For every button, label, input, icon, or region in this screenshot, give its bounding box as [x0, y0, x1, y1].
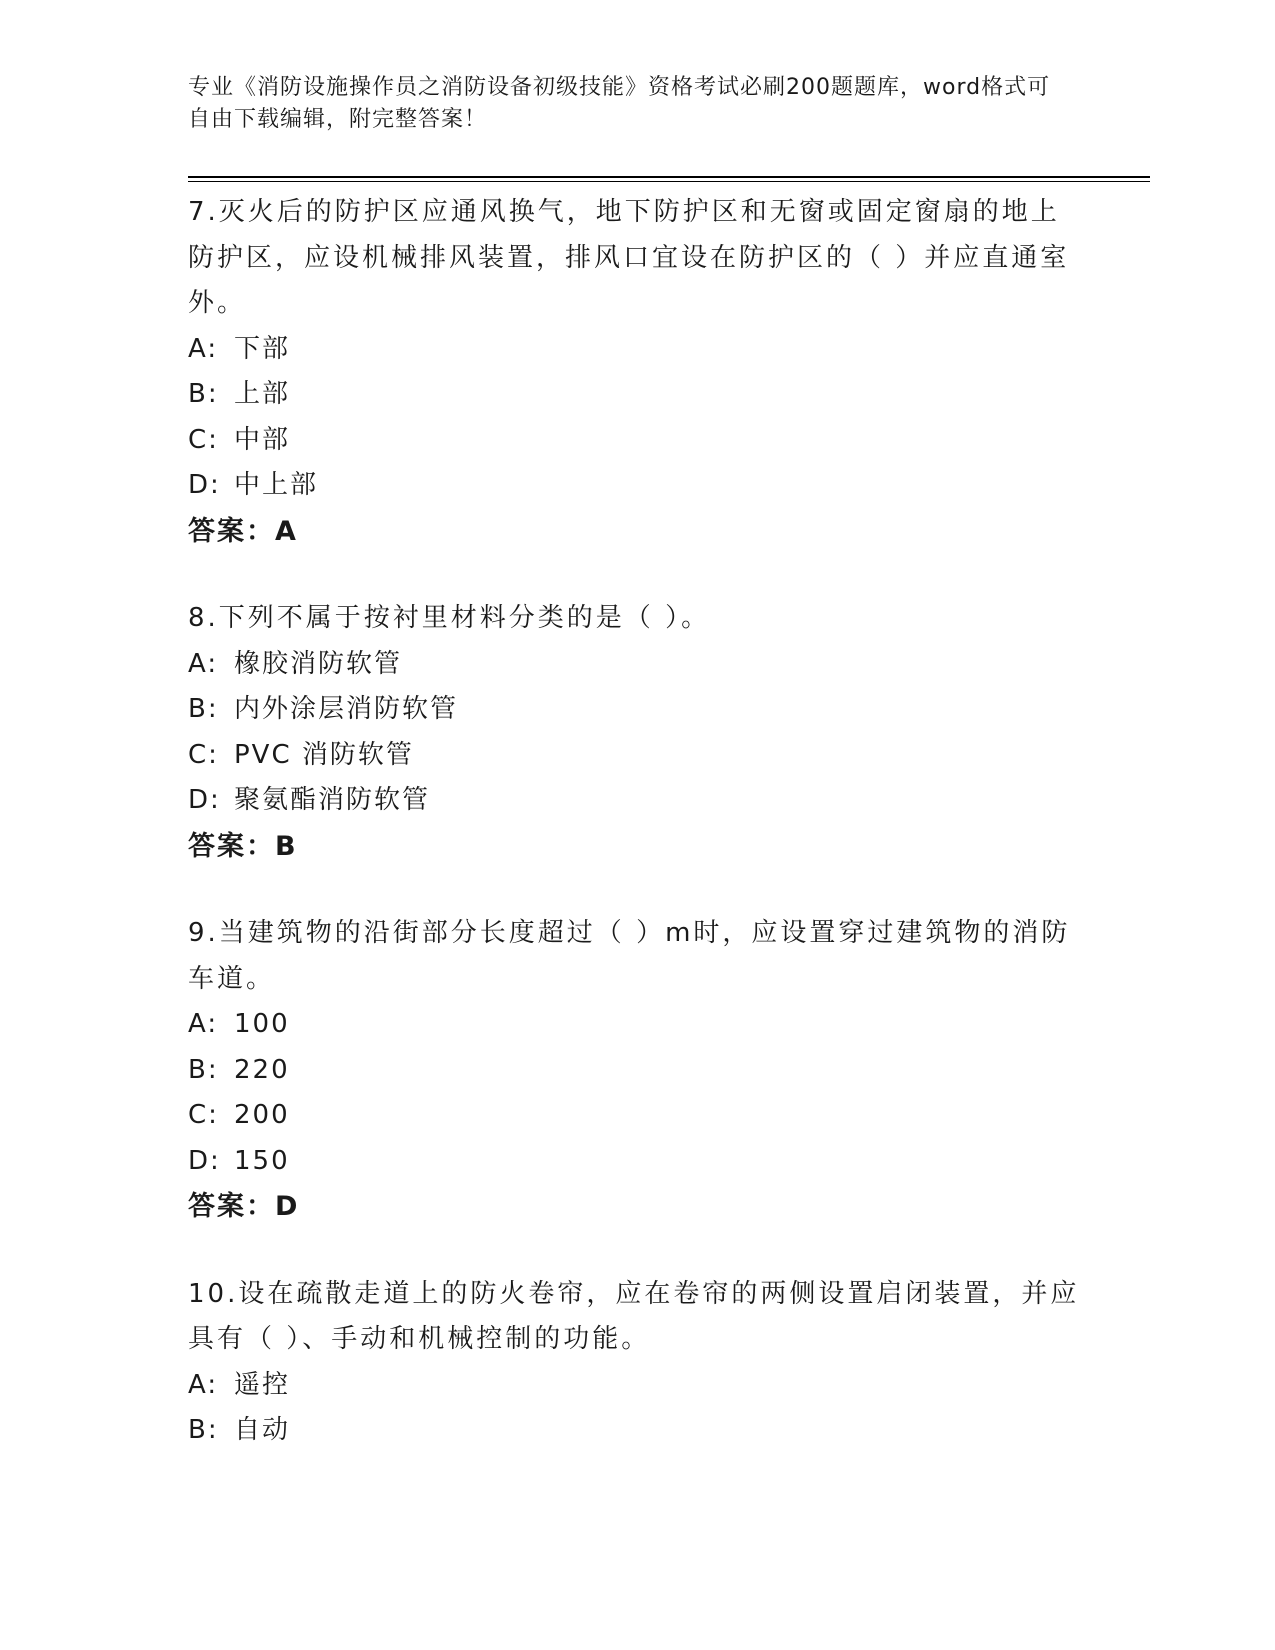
option-c: [188, 418, 1088, 464]
option-text: 遥控: [234, 1369, 291, 1400]
header-divider: [188, 176, 1150, 182]
option-a: [188, 642, 1088, 688]
option-key: B:: [188, 694, 219, 724]
option-text: 下部: [234, 333, 291, 364]
option-key: A:: [188, 648, 219, 679]
option-b: [188, 1048, 1088, 1094]
option-d: [188, 1139, 1088, 1185]
option-key: C:: [188, 424, 219, 455]
question-7: [188, 190, 1088, 554]
option-b: [188, 687, 1088, 733]
option-key: D:: [188, 1145, 221, 1176]
option-a: [188, 1363, 1088, 1409]
question-stem: 7.灭火后的防护区应通风换气，地下防护区和无窗或固定窗扇的地上防护区，应设机械排风装置，排风口宜设在防护区的（ ）并应直通室外。: [188, 197, 1070, 318]
option-c: [188, 733, 1088, 779]
question-list: [188, 190, 1088, 1496]
document-header: 专业《消防设施操作员之消防设备初级技能》资格考试必刷200题题库，word格式可自由下载编辑，附完整答案！: [188, 75, 1051, 132]
option-text: PVC 消防软管: [234, 739, 414, 770]
option-key: A:: [188, 333, 219, 364]
answer-line: 答案：D: [188, 1191, 300, 1222]
option-c: [188, 1093, 1088, 1139]
option-key: B:: [188, 1054, 219, 1085]
option-key: A:: [188, 1009, 219, 1039]
option-text: 100: [234, 1009, 290, 1039]
answer-line: 答案：B: [188, 830, 298, 862]
option-text: 聚氨酯消防软管: [234, 785, 431, 815]
question-10: [188, 1272, 1088, 1454]
option-a: [188, 327, 1088, 373]
option-key: D:: [188, 785, 221, 815]
option-text: 内外涂层消防软管: [234, 694, 459, 724]
answer-line: 答案：A: [188, 515, 298, 547]
option-text: 150: [234, 1145, 290, 1176]
option-b: [188, 372, 1088, 418]
option-text: 200: [234, 1100, 290, 1130]
option-key: A:: [188, 1369, 219, 1400]
question-8: [188, 596, 1088, 869]
option-b: [188, 1408, 1088, 1454]
option-key: C:: [188, 1100, 219, 1130]
question-9: [188, 911, 1088, 1230]
option-text: 中上部: [234, 470, 319, 500]
option-text: 橡胶消防软管: [234, 648, 403, 679]
option-d: [188, 778, 1088, 824]
option-key: D:: [188, 470, 221, 500]
option-text: 上部: [234, 379, 291, 409]
option-text: 自动: [234, 1415, 291, 1445]
option-key: C:: [188, 739, 219, 770]
option-key: B:: [188, 379, 219, 409]
option-text: 220: [234, 1054, 290, 1085]
question-stem: 8.下列不属于按衬里材料分类的是（ ）。: [188, 603, 711, 633]
question-stem: 9.当建筑物的沿街部分长度超过（ ）m时，应设置穿过建筑物的消防车道。: [188, 918, 1071, 994]
question-stem: 10.设在疏散走道上的防火卷帘，应在卷帘的两侧设置启闭装置，并应具有（ ）、手动和机械控制的功能。: [188, 1278, 1080, 1354]
option-text: 中部: [234, 424, 291, 455]
option-key: B:: [188, 1415, 219, 1445]
option-d: [188, 463, 1088, 509]
option-a: [188, 1002, 1088, 1048]
